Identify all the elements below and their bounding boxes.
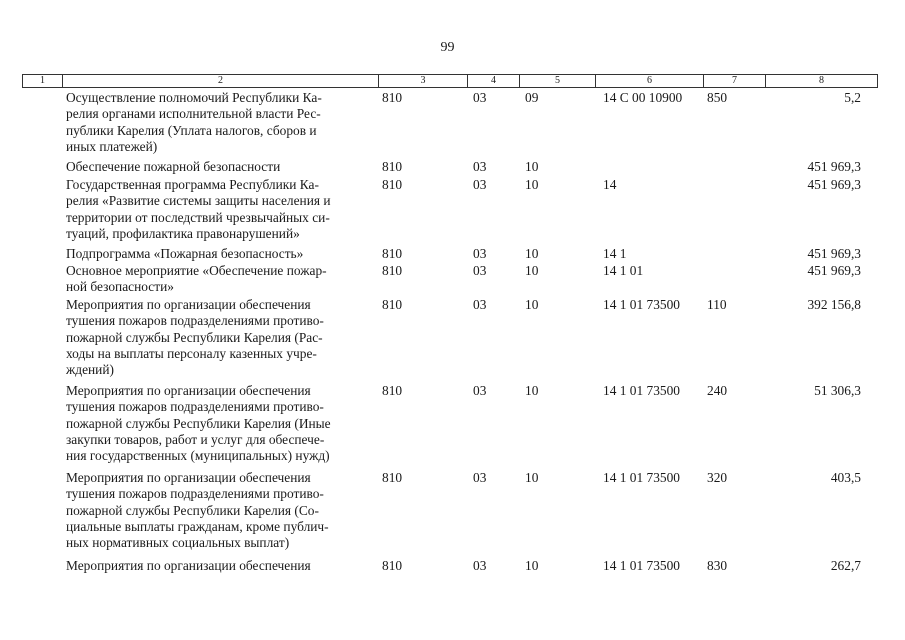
row-c5: 10 [525, 558, 539, 573]
row-c4: 03 [473, 383, 487, 398]
row-c6: 14 1 01 73500 [603, 383, 680, 398]
page-number: 99 [440, 40, 455, 55]
row-c3: 810 [382, 159, 403, 174]
row-name-line: тушения пожаров подразделениями противо- [66, 399, 324, 415]
row-c8: 451 969,3 [807, 177, 861, 192]
row-name-line: Мероприятия по организации обеспечения [66, 297, 311, 312]
row-name-line: Подпрограмма «Пожарная безопасность» [66, 246, 304, 261]
row-c8: 262,7 [830, 558, 861, 573]
row-c7: 240 [707, 383, 728, 398]
row-c4: 03 [473, 470, 487, 485]
row-c4: 03 [473, 263, 487, 278]
row-name-line: тушения пожаров подразделениями противо- [66, 313, 324, 329]
row-c7: 850 [707, 90, 728, 105]
row-c5: 10 [525, 383, 539, 398]
row-name-line: ных нормативных социальных выплат) [66, 535, 290, 551]
row-c4: 03 [473, 90, 487, 105]
row-c8: 451 969,3 [807, 246, 861, 261]
row-c8: 451 969,3 [807, 159, 861, 174]
row-name-line: публики Карелия (Уплата налогов, сборов и [66, 122, 317, 138]
row-c3: 810 [382, 90, 403, 105]
row-c3: 810 [382, 470, 403, 485]
row-name-line: ходы на выплаты персоналу казенных учре- [66, 345, 317, 361]
row-c3: 810 [382, 558, 403, 573]
row-c6: 14 1 01 73500 [603, 558, 680, 573]
row-c3: 810 [382, 177, 403, 192]
header-col-6: 6 [596, 75, 704, 87]
row-name-line: релия «Развитие системы защиты населения и [66, 193, 331, 209]
row-name-line: Осуществление полномочий Республики Ка- [66, 90, 322, 105]
row-c8: 403,5 [830, 470, 861, 485]
row-name-line: ния государственных (муниципальных) нужд) [66, 448, 330, 464]
row-c5: 10 [525, 177, 539, 192]
row-name-line: Государственная программа Республики Ка- [66, 177, 319, 192]
row-name [66, 159, 280, 175]
row-c4: 03 [473, 558, 487, 573]
header-col-2: 2 [63, 75, 379, 87]
header-col-5: 5 [520, 75, 596, 87]
row-name [66, 90, 322, 155]
row-c6: 14 [603, 177, 617, 192]
row-name-line: закупки товаров, работ и услуг для обеспече- [66, 431, 325, 447]
row-c8: 392 156,8 [807, 297, 861, 312]
row-name [66, 383, 331, 464]
header-col-7: 7 [704, 75, 766, 87]
row-c6: 14 С 00 10900 [603, 90, 683, 105]
row-name-line: тушения пожаров подразделениями противо- [66, 486, 324, 502]
row-c5: 10 [525, 246, 539, 261]
row-name-line: циальные выплаты гражданам, кроме публич- [66, 518, 329, 534]
row-c3: 810 [382, 246, 403, 261]
row-name [66, 263, 327, 296]
row-c4: 03 [473, 177, 487, 192]
row-c7: 320 [707, 470, 728, 485]
row-name-line: пожарной службы Республики Карелия (Иные [66, 415, 331, 431]
row-c3: 810 [382, 383, 403, 398]
row-c7: 830 [707, 558, 728, 573]
row-c6: 14 1 01 [603, 263, 644, 278]
row-c6: 14 1 01 73500 [603, 297, 680, 312]
header-col-1: 1 [23, 75, 63, 87]
row-name-line: Мероприятия по организации обеспечения [66, 383, 311, 398]
header-col-8: 8 [819, 75, 824, 86]
table-header [22, 74, 878, 88]
row-name-line: релия органами исполнительной власти Рес- [66, 106, 321, 122]
row-name [66, 297, 324, 378]
row-name-line: иных платежей) [66, 138, 158, 154]
row-name [66, 177, 331, 242]
header-col-4: 4 [468, 75, 520, 87]
row-name-line: Мероприятия по организации обеспечения [66, 558, 311, 573]
row-name-line: пожарной службы Республики Карелия (Рас- [66, 329, 323, 345]
row-c4: 03 [473, 159, 487, 174]
row-name-line: туаций, профилактика правонарушений» [66, 225, 300, 241]
row-name-line: пожарной службы Республики Карелия (Со- [66, 502, 319, 518]
row-name-line: ждений) [66, 362, 114, 378]
row-name-line: Обеспечение пожарной безопасности [66, 159, 281, 174]
row-name-line: Основное мероприятие «Обеспечение пожар- [66, 263, 327, 278]
header-col-3: 3 [379, 75, 468, 87]
row-c3: 810 [382, 263, 403, 278]
row-name [66, 470, 329, 551]
row-name-line: Мероприятия по организации обеспечения [66, 470, 311, 485]
row-c5: 10 [525, 263, 539, 278]
row-name [66, 246, 303, 262]
row-c6: 14 1 [603, 246, 627, 261]
row-c8: 5,2 [844, 90, 861, 105]
row-c8: 51 306,3 [814, 383, 861, 398]
row-c8: 451 969,3 [807, 263, 861, 278]
row-c5: 10 [525, 470, 539, 485]
row-name-line: территории от последствий чрезвычайных си- [66, 209, 330, 225]
row-name [66, 558, 311, 574]
row-c6: 14 1 01 73500 [603, 470, 680, 485]
row-c5: 10 [525, 159, 539, 174]
row-c4: 03 [473, 297, 487, 312]
row-c5: 10 [525, 297, 539, 312]
row-c7: 110 [707, 297, 727, 312]
row-name-line: ной безопасности» [66, 279, 174, 295]
row-c3: 810 [382, 297, 403, 312]
row-c4: 03 [473, 246, 487, 261]
row-c5: 09 [525, 90, 539, 105]
